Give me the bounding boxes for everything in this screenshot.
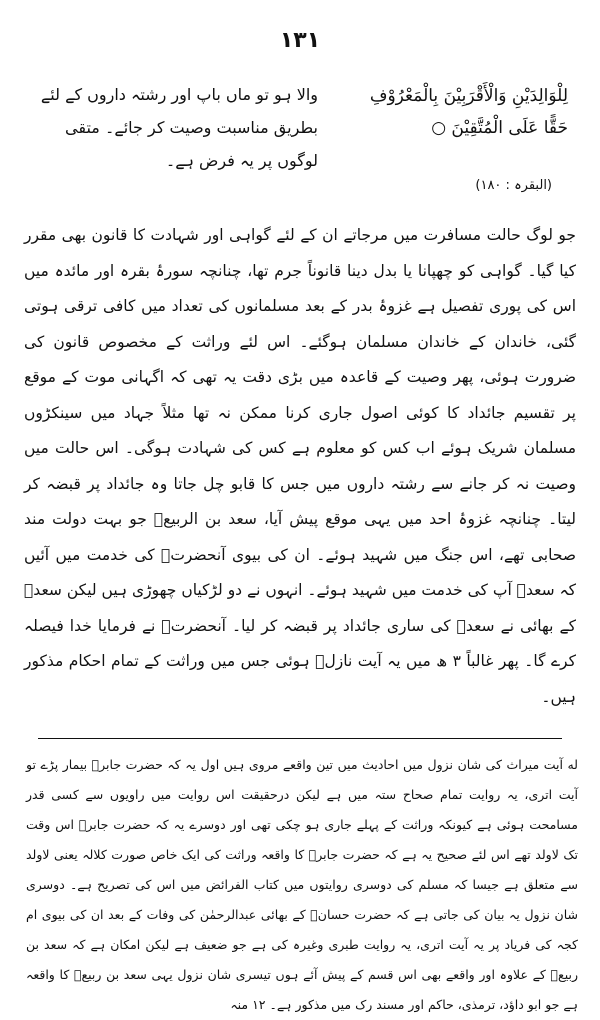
verse-line-2: حَقًّا عَلَى الْمُتَّقِيْنَ ○ xyxy=(431,118,568,138)
quran-verse xyxy=(332,80,568,144)
footnote-divider xyxy=(38,738,562,739)
verse-line-1: لِلْوَالِدَيْنِ وَالْأَقْرَبِيْنَ بِالْمَعْرُوْفِ xyxy=(369,86,568,106)
verse-translation: والا ہو تو ماں باپ اور رشتہ داروں کے لئے بطریق مناسبت وصیت کر جائے۔ متقی لوگوں پر یہ فرض ہے۔ xyxy=(40,85,318,170)
verse-citation: (البقرہ : ۱۸۰) xyxy=(475,178,552,193)
paragraph-text: جو لوگ حالت مسافرت میں مرجاتے ان کے لئے گواہی اور شہادت کا قانون بھی مقرر کیا گیا۔ گواہی کو چھپانا یا بدل دینا قانوناً جرم تھا، چنانچہ سورۂ بقرہ اور مائدہ میں اس کی پوری تفصیل ہے غزوۂ بدر کے بعد مسلمانوں کی تعداد میں کافی ترقی ہوتی گئی، خاندان کے خاندان مسلمان ہوگئے۔ اس لئے وراثت کے مخصوص قانون کی ضرورت ہوئی، پھر وصیت کے قاعدہ میں بڑی دقت یہ تھی کہ اگہانی موت کے موقع پر تقسیم جائداد کا کوئی اصول جاری کرنا ممکن نہ تھا مثلاً جہاد میں سینکڑوں مسلمان شریک ہوئے اب کس کو معلوم ہے کس کی شہادت ہوگی۔ اس حالت میں وصیت نہ کر جانے سے رشتہ داروں میں جس کا قابو چل جاتا وہ جائداد پر قبضہ کر لیتا۔ چنانچہ غزوۂ احد میں یہی موقع پیش آیا، سعد بن الربیعؓ جو بہت دولت مند صحابی تھے، اس جنگ میں شہید ہوئے۔ ان کی بیوی آنحضرتؐ کی خدمت میں آئیں کہ سعدؓ آپ کی خدمت میں شہید ہوئے۔ انہوں نے دو لڑکیاں چھوڑی ہیں لیکن سعدؓ کے بھائی نے سعدؓ کی ساری جائداد پر قبضہ کر لیا۔ آنحضرتؐ نے فرمایا خدا فیصلہ کرے گا۔ پھر غالباً ۳ ھ میں یہ آیت نازلؑ ہوئی جس میں وراثت کے تمام احکام مذکور ہیں۔ xyxy=(24,226,576,706)
main-paragraph xyxy=(24,218,576,715)
page-number: ۱۳۱ xyxy=(279,28,321,53)
footnote-text: له آیت میراث کی شان نزول میں احادیث میں تین واقعے مروی ہیں اول یہ کہ حضرت جابرؓ بیمار پڑے تو آیت اتری، یہ روایت تمام صحاح ستہ میں ہے لیکن درحقیقت اس روایت میں راویوں سے کسی قدر مسامحت ہوئی ہے کیونکہ وراثت کے پہلے جاری ہو چکی تھی اور دوسرے یہ کہ حضرت جابرؓ اس وقت تک لاولد تھے اس لئے صحیح یہ ہے کہ حضرت جابرؓ کا واقعہ وراثت کی ایک خاص صورت کلالہ یعنی لاولد سے متعلق ہے جیسا کہ مسلم کی دوسری روایتوں میں کتاب الفرائض میں اس کی تصریح ہے۔ دوسری شان نزول یہ بیان کی جاتی ہے کہ حضرت حسانؓ کے بھائی عبدالرحمٰن کی وفات کے بعد ان کی بیوی ام کجہ کی فریاد پر یہ آیت اتری، یہ روایت طبری وغیرہ کی ہے جو ضعیف ہے لیکن امکان ہے کہ سعد بن ربیعؓ کے علاوہ اور واقعے بھی اس قسم کے پیش آئے ہوں تیسری شان نزول یہی سعد بن ربیعؓ کا واقعہ ہے جو ابو داؤد، ترمذی، حاکم اور مسند رک میں مذکور ہے۔ ۱۲ منہ xyxy=(26,757,578,1012)
footnote xyxy=(26,750,578,1020)
